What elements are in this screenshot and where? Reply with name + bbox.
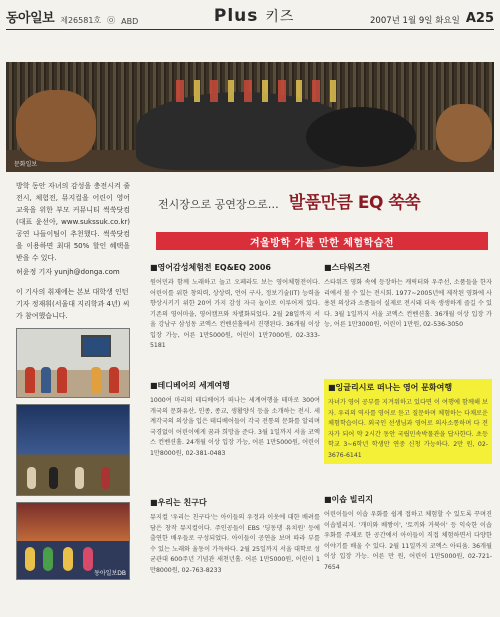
paper-name: 동아일보: [6, 11, 55, 26]
sidebar-intro: [16, 180, 130, 278]
article-body: 뮤지컬 '우리는 친구다'는 아이들의 우정과 이웃에 대한 배려를 담은 창작 뮤지컬이다. 주인공들이 EBS '딩동댕 유치원' 등에 출연한 배우들로 구성되었다. 아이들이 공연을 보며 따라 부를 수 있는 노래와 율동이 가득하다. 2월 25일까지 서울 대학로 성균관대 600주년 기념관 새천년홀. 어른 1만5000원, 어린이 1만8000원, 02-763-8233: [150, 514, 320, 574]
section-name: Plus: [213, 6, 259, 26]
article-title: ■이솝 빌리지: [324, 495, 373, 504]
issue-number: 제26581호: [60, 16, 102, 25]
masthead: [6, 4, 494, 30]
photo-figure: [41, 367, 51, 393]
hero-children: [176, 80, 336, 102]
photo-figure: [83, 547, 93, 571]
photo-figure: [49, 467, 58, 489]
photo-figure: [57, 367, 67, 393]
article-title: ■잉글리시로 떠나는 영어 문화여행: [328, 383, 453, 392]
article-title: ■테디베어의 세계여행: [150, 381, 230, 390]
article-body: 스타워즈 영화 속에 등장하는 캐릭터와 우주선, 소품들을 한자리에서 볼 수 있는 전시회. 1977~2005년에 제작된 영화에 사용된 의상과 소품들이 실제로 전시돼 더욱 생생하게 즐길 수 있다. 3월 1일까지 서울 코엑스 컨벤션홀. 36개월 이상 입장 가능, 어른 1만3000원, 어린이 1만원, 02-536-3050: [324, 279, 492, 328]
section-title: [214, 6, 295, 26]
article-teddy-bear: [150, 380, 320, 459]
photo-starwars: [16, 404, 130, 496]
sidebar-note: 이 기사의 취재에는 본보 대학생 인턴기자 정재휘(서울대 지리학과 4년) 씨가 참여했습니다.: [16, 288, 130, 320]
page-number: A25: [465, 11, 494, 26]
photo-english-experience: [16, 328, 130, 398]
issue-code: ABD: [121, 17, 139, 26]
photo-figure: [25, 367, 35, 393]
article-english-culture-trip: [324, 379, 492, 464]
article-body: 원어민과 함께 노래하고 놀고 오페라도 보는 영어체험전이다. 어린이를 위한 창의력, 상상력, 언어 구사, 정보기술(IT) 능력을 향상시키기 위한 20여 가지 감성 자극 놀이로 이루어져 있다. 기존의 영어마을, 영어캠프와 차별화되었다. 2월 28일까지 서울 강남구 삼성동 코엑스 컨벤션홀에서 진행된다. 36개월 이상 입장 가능, 어른 1만5000원, 어린이 1만7000원, 02-333-5181: [150, 279, 320, 349]
article-body: 1000여 마리의 테디베어가 떠나는 세계여행을 테마로 300여 개국의 문화유산, 인종, 종교, 생활양식 등을 소개하는 전시. 세계각국의 의상을 입은 테디베어들이 각국 전통의 문화를 알리며 국경없이 어린이에게 꿈과 희망을 준다. 3월 1일까지 서울 코엑스 컨벤션홀. 24개월 이상 입장 가능, 어른 1만5000원, 어린이 1만8000원, 02-381-0483: [150, 397, 320, 457]
topic-banner: [156, 232, 488, 250]
article-title: ■우리는 친구다: [150, 498, 207, 507]
article-english-eq: [150, 262, 320, 352]
photo-figure: [109, 367, 119, 393]
hero-prop-right: [436, 104, 492, 162]
headline: [158, 188, 478, 213]
headline-sub: 전시장으로 공연장으로…: [158, 198, 279, 211]
hero-caption: 문화일보: [14, 161, 38, 168]
article-starwars: [324, 262, 492, 331]
article-body: 어린이들이 이솝 우화를 쉽게 접하고 체험할 수 있도록 꾸며진 이솝빌리지. '개미와 베짱이', '토끼와 거북이' 등 익숙한 이솝 우화를 주제로 한 공간에서 아이들이 직접 체험하면서 다양한 이야기를 배울 수 있다. 2월 11일까지 코엑스 아티움. 36개월 이상 입장 가능. 어른 만 원, 어린이 1만5000원, 02-721-7654: [324, 511, 492, 571]
sidebar: [16, 180, 130, 580]
photo-figure: [91, 367, 101, 393]
photo-figure: [25, 547, 35, 571]
sidebar-intro-text: 방학 동안 자녀의 감성을 충전시켜 줄 전시, 체험전, 뮤지컬을 어린이 영어 교육을 위한 부모 커뮤니티 썩쑥닷컴(대표 윤선아, www.sukssuk.co.kr) 공연 나들이팀이 추천했다. 썩쑥닷컴을 이용하면 최대 50% 할인 혜택을 받을 수 있다.: [16, 182, 130, 262]
issue-date: 2007년 1월 9일 화요일: [370, 16, 460, 26]
photo-caption: 동아일보DB: [94, 570, 126, 577]
photo-figure: [63, 547, 73, 571]
hero-photo: [6, 62, 494, 172]
photo-figure: [43, 547, 53, 571]
section-sub: 키즈: [265, 9, 295, 25]
masthead-left: [6, 7, 138, 26]
photo-screen: [81, 335, 111, 357]
issue-symbol: ㉧: [107, 16, 116, 25]
hero-elephant-sculpture-2: [306, 107, 416, 167]
photo-figure: [101, 467, 110, 489]
masthead-right: [370, 11, 494, 26]
article-title: ■영어감성체험전 EQ&EQ 2006: [150, 263, 271, 272]
photo-musical: [16, 502, 130, 580]
article-body: 자녀가 영어 공부를 지겨워하고 있다면 이 여행에 함께해 보자. 우리의 역사를 영어로 듣고 질문하며 체험하는 다채로운 체험학습이다. 외국인 선생님과 영어로 의사소통하며 다 전 자가 되어 약 2시간 동안 국립민속박물관을 답사한다. 초등학교 3~6학년 학생만 연중 신청 가능하다. 2만 원, 02-3676-6141: [328, 399, 488, 459]
article-title: ■스타워즈전: [324, 263, 371, 272]
article-musical: [150, 497, 320, 576]
banner-text: 겨울방학 가볼 만한 체험학습전: [249, 237, 395, 249]
photo-figure: [27, 467, 36, 489]
photo-figure: [75, 467, 84, 489]
article-aesop-village: [324, 494, 492, 573]
hero-prop-left: [16, 90, 96, 162]
headline-main: 발품만큼 EQ 쑥쑥: [288, 193, 421, 213]
byline: 허윤정 기자 yunjh@donga.com: [16, 268, 120, 276]
